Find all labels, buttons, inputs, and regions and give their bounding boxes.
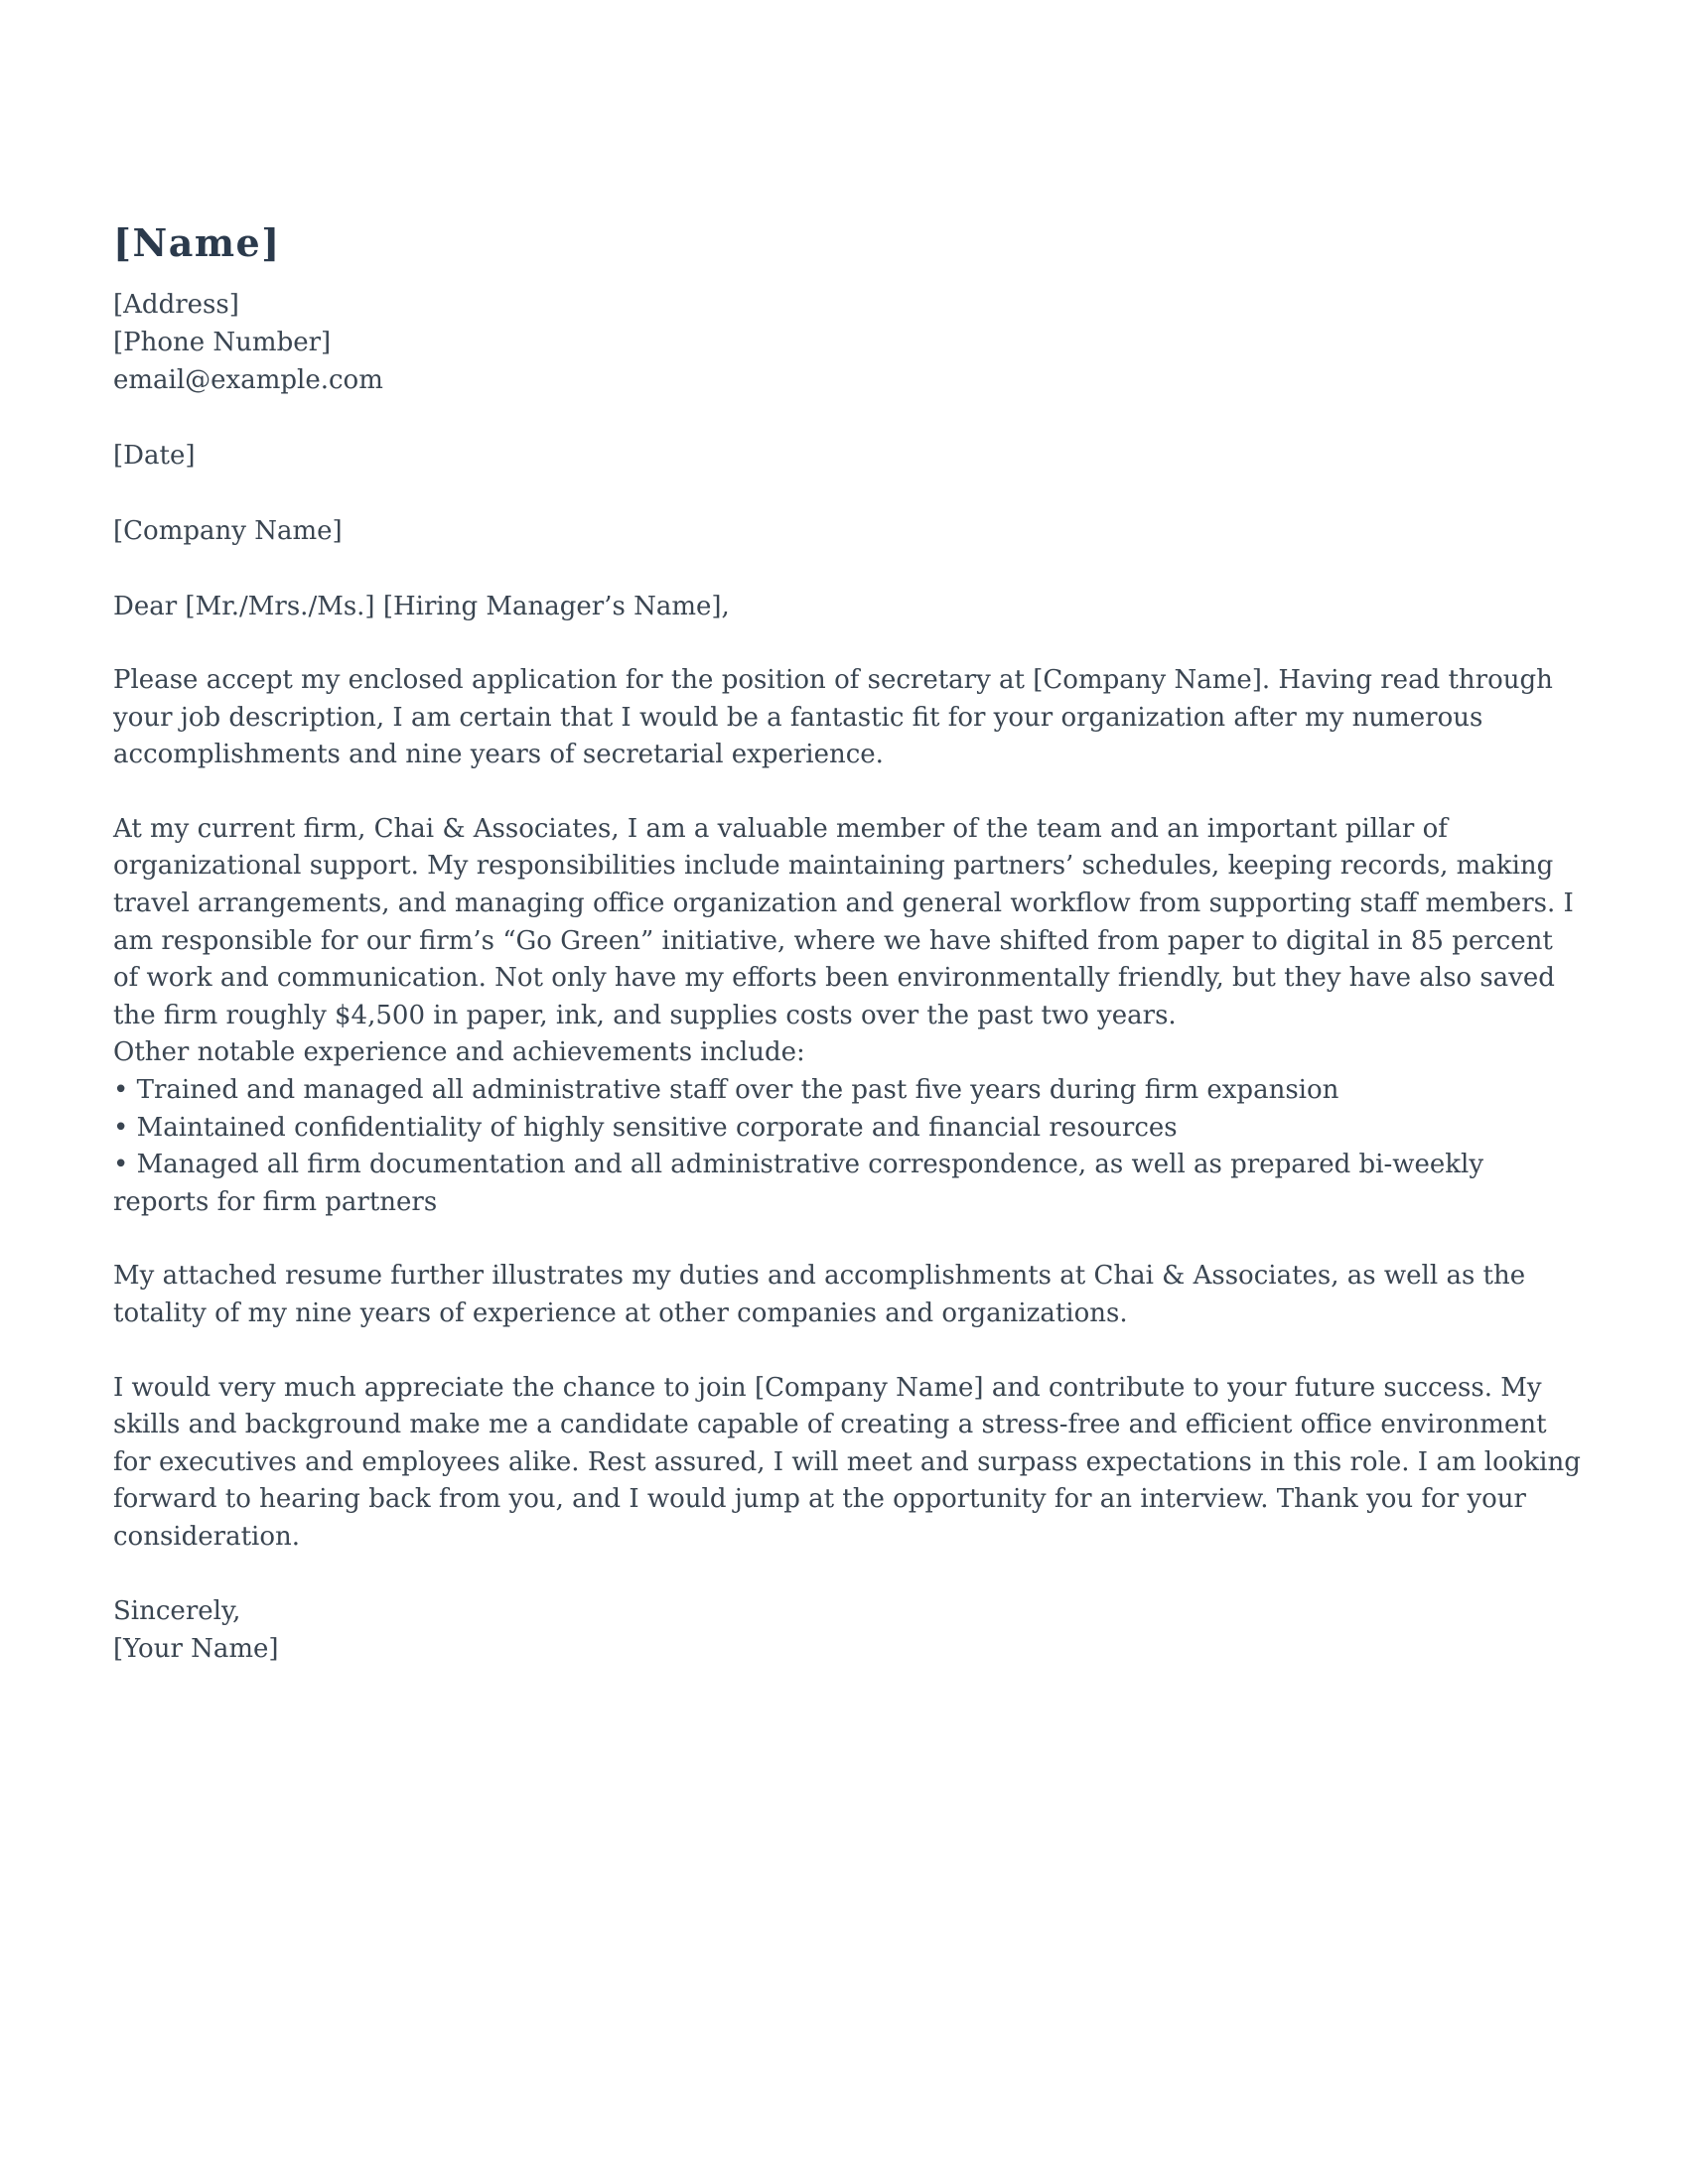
spacer	[113, 774, 1583, 811]
spacer	[113, 475, 1583, 512]
achievement-item: • Managed all firm documentation and all administrative correspondence, as well as prepared bi-weekly reports for firm partners	[113, 1150, 1484, 1217]
experience-paragraph: At my current firm, Chai & Associates, I am a valuable member of the team and an important pillar of organizational support. My responsibilities include maintaining partners’ schedules, keeping records, making travel arrangements, and managing office organization and general workflow from supporting staff members. I am responsible for our firm’s “Go Green” initiative, where we have shifted from paper to digital in 85 percent of work and communication. Not only have my efforts been environmentally friendly, but they have also saved the firm roughly $4,500 in paper, ink, and supplies costs over the past two years.	[113, 813, 1574, 1030]
signoff-name: [Your Name]	[113, 1634, 279, 1665]
sender-name: [Name]	[113, 220, 281, 265]
spacer	[113, 1556, 1583, 1592]
letter-date: [Date]	[113, 441, 196, 471]
intro-paragraph: Please accept my enclosed application for the position of secretary at [Company Name]. Having read through your job description, I am certain that I would be a fantastic fit for your organization after my numerous accomplishments and nine years of secretarial experience.	[113, 665, 1553, 770]
spacer	[113, 1333, 1583, 1370]
letter-content	[113, 216, 1583, 1668]
achievement-item: • Trained and managed all administrative staff over the past five years during firm expansion	[113, 1074, 1339, 1105]
closing-paragraph: I would very much appreciate the chance to join [Company Name] and contribute to your future success. My skills and background make me a candidate capable of creating a stress-free and efficient office environment for executives and employees alike. Rest assured, I will meet and surpass expectations in this role. I am looking forward to hearing back from you, and I would jump at the opportunity for an interview. Thank you for your consideration.	[113, 1372, 1581, 1552]
recipient-company: [Company Name]	[113, 516, 343, 546]
salutation: Dear [Mr./Mrs./Ms.] [Hiring Manager’s Name],	[113, 592, 730, 621]
spacer	[113, 1221, 1583, 1258]
sender-address: [Address]	[113, 290, 239, 320]
achievements-intro: Other notable experience and achievements include:	[113, 1037, 805, 1068]
signoff-closing: Sincerely,	[113, 1596, 241, 1627]
spacer	[113, 550, 1583, 588]
resume-paragraph: My attached resume further illustrates my duties and accomplishments at Chai & Associates, as well as the totality of my nine years of experience at other companies and organizations.	[113, 1261, 1526, 1328]
spacer	[113, 625, 1583, 662]
sender-email: email@example.com	[113, 365, 383, 395]
spacer	[113, 399, 1583, 437]
sender-phone: [Phone Number]	[113, 328, 332, 357]
achievement-item: • Maintained confidentiality of highly sensitive corporate and financial resources	[113, 1112, 1178, 1143]
